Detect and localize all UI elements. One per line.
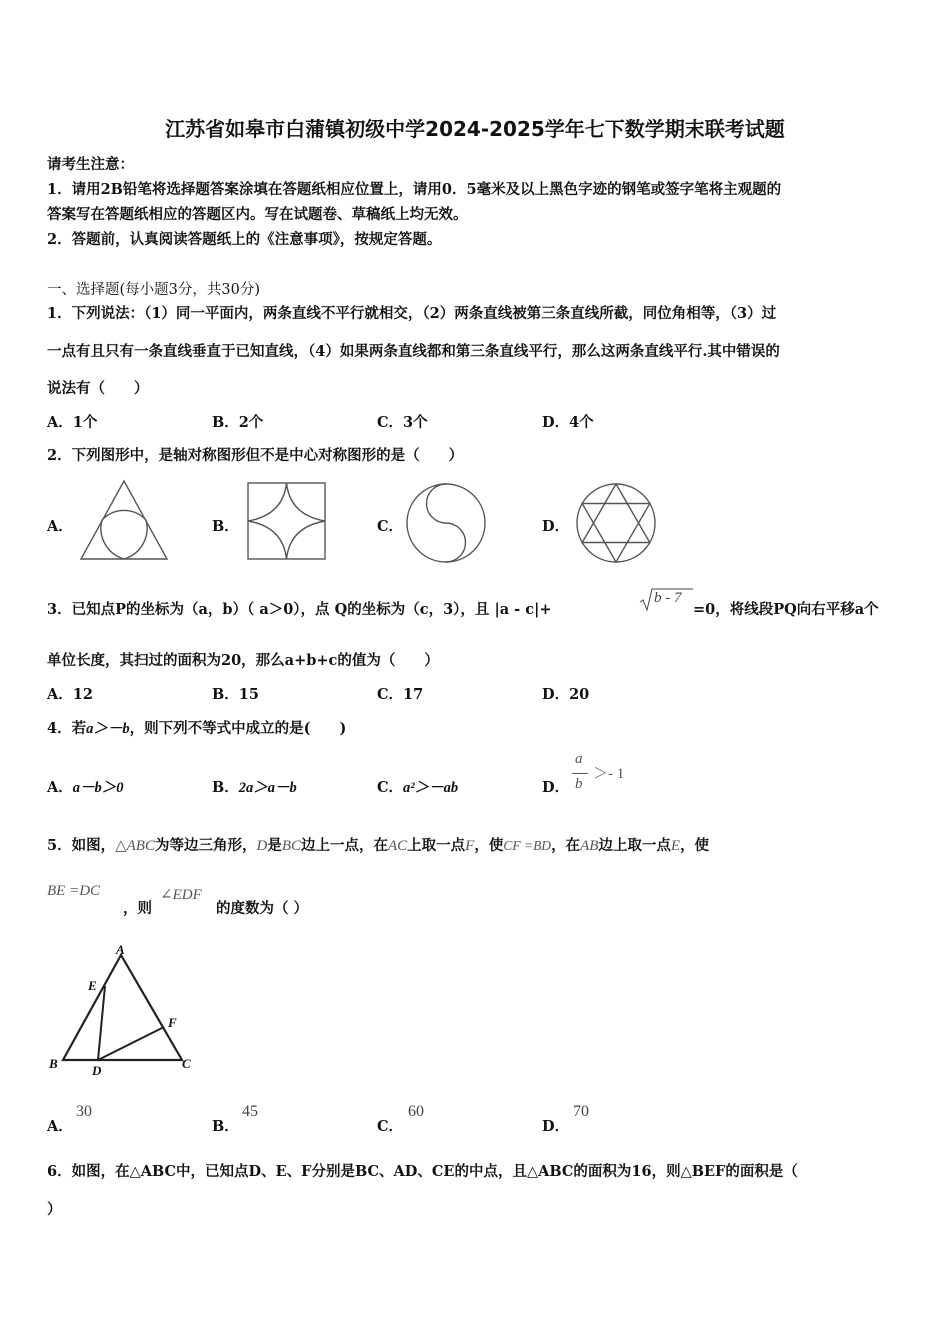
q5-option-c[interactable]: C． (377, 1118, 404, 1135)
section-heading: 一、选择题(每小题3分，共30分) (47, 282, 260, 298)
q5-option-b-value: 45 (242, 1103, 258, 1120)
q5-text-7: ，在 (551, 837, 581, 854)
q4-stem (47, 717, 346, 738)
q5-option-a[interactable]: A． (47, 1118, 73, 1135)
q5-option-c-value: 60 (408, 1103, 424, 1120)
notice-heading: 请考生注意： (47, 156, 134, 173)
q4-condition: a＞－b (86, 721, 130, 737)
q5-math-d: D (256, 838, 268, 854)
q5-text-3: 是 (267, 837, 282, 854)
q3-option-b[interactable]: B．15 (212, 686, 259, 703)
q2-figure-circle-hexagram (574, 481, 658, 565)
q4-option-b-expr: 2a＞a－b (238, 780, 297, 796)
q4-option-d-rest: ＞- 1 (593, 766, 625, 782)
q1-line-1: 1．下列说法：（1）同一平面内，两条直线不平行就相交，（2）两条直线被第三条直线所截，同位角相等，（3）过 (47, 305, 777, 322)
notice-line-1b: 答案写在答题纸相应的答题区内。写在试题卷、草稿纸上均无效。 (47, 206, 468, 223)
q5-label-c: C (182, 1056, 191, 1071)
q4-option-d-numerator: a (575, 751, 583, 767)
q5-text-11: 的度数为（ ） (216, 900, 309, 917)
notice-line-2: 2．答题前，认真阅读答题纸上的《注意事项》，按规定答题。 (47, 231, 442, 248)
q1-option-a[interactable]: A．1个 (47, 414, 98, 431)
q5-text-5: 上取一点 (407, 837, 466, 854)
notice-line-1: 1．请用2B铅笔将选择题答案涂填在答题纸相应位置上，请用0．5毫米及以上黑色字迹的钢笔或签字笔将主观题的 (47, 181, 782, 198)
q5-option-d-value: 70 (573, 1103, 589, 1120)
q4-option-a-label: A． (47, 779, 73, 796)
q5-math-e: E (670, 838, 681, 854)
q4-option-a[interactable] (47, 776, 124, 797)
q1-line-3: 说法有（ ） (47, 380, 149, 397)
q1-option-c[interactable]: C．3个 (377, 414, 428, 431)
q6-line-1: 6．如图，在△ABC中，已知点D、E、F分别是BC、AD、CE的中点，且△ABC的面积为16，则△BEF的面积是（ (47, 1163, 798, 1180)
q3-option-c[interactable]: C．17 (377, 686, 424, 703)
q5-text-1: 5．如图， (47, 837, 116, 854)
q5-label-a: A (116, 942, 125, 957)
q4-option-d-denominator: b (575, 776, 583, 792)
q3-option-d[interactable]: D．20 (542, 686, 590, 703)
q2-figure-triangle-arcs (76, 478, 172, 562)
q5-label-b: B (49, 1056, 58, 1071)
q3-option-a[interactable]: A．12 (47, 686, 93, 703)
q4-option-d[interactable]: D． (542, 779, 570, 796)
q2-stem: 2．下列图形中，是轴对称图形但不是中心对称图形的是（ ） (47, 447, 464, 464)
q5-triangle-figure (44, 940, 204, 1080)
q5-label-f: F (168, 1015, 177, 1030)
q5-text-2: 为等边三角形， (154, 837, 257, 854)
q3-sqrt-radicand: b - 7 (654, 590, 682, 606)
page-title: 江苏省如皋市白蒲镇初级中学2024-2025学年七下数学期末联考试题 (165, 117, 785, 141)
q4-stem-post: ，则下列不等式中成立的是( ) (129, 720, 347, 737)
q5-math-f: F (465, 838, 475, 854)
q2-option-b[interactable]: B． (212, 518, 239, 535)
q4-option-b[interactable] (212, 776, 297, 797)
q4-option-c-label: C． (377, 779, 404, 796)
q2-option-d[interactable]: D． (542, 518, 570, 535)
q1-option-b[interactable]: B．2个 (212, 414, 264, 431)
q5-math-abc: △ABC (115, 838, 155, 854)
q4-option-c-expr: a²＞－ab (403, 780, 459, 796)
q4-option-c[interactable] (377, 776, 458, 797)
q1-option-d[interactable]: D．4个 (542, 414, 594, 431)
q2-option-a[interactable]: A． (47, 518, 73, 535)
q5-math-ab: AB (580, 838, 599, 854)
q5-text-9: ，使 (680, 837, 710, 854)
q4-option-b-label: B． (212, 779, 239, 796)
q5-text-10: ，则 (123, 900, 152, 917)
q2-option-c[interactable]: C． (377, 518, 404, 535)
q4-stem-pre: 4．若 (47, 720, 87, 737)
q6-line-2: ） (47, 1201, 62, 1218)
q3-line-2: 单位长度，其扫过的面积为20，那么a+b+c的值为（ ） (47, 652, 439, 669)
q4-option-a-expr: a－b＞0 (72, 780, 124, 796)
q5-math-cf-bd: CF =BD (503, 838, 552, 853)
q5-label-e: E (88, 978, 97, 993)
q5-text-4: 边上一点，在 (300, 837, 388, 854)
q5-text-6: ，使 (474, 837, 504, 854)
q5-label-d: D (92, 1063, 102, 1078)
q5-math-bc: BC (281, 838, 301, 854)
q5-text-8: 边上取一点 (598, 837, 671, 854)
q3-line-1b: =0，将线段PQ向右平移a个 (693, 601, 879, 618)
q4-option-d-fraction-bar (572, 773, 588, 774)
q5-math-ac: AC (387, 838, 408, 854)
q2-figure-square-star (246, 481, 328, 561)
q1-line-2: 一点有且只有一条直线垂直于已知直线，（4）如果两条直线都和第三条直线平行，那么这两条直线平行.其中错误的 (47, 343, 780, 360)
q5-option-b[interactable]: B． (212, 1118, 239, 1135)
q5-math-be-dc: BE =DC (47, 883, 101, 899)
q2-figure-circle-scurve (404, 482, 488, 564)
q5-line-1 (47, 834, 709, 855)
q5-math-angle-edf: ∠EDF (160, 887, 202, 903)
q3-line-1a: 3．已知点P的坐标为（a，b）（ a＞0），点 Q的坐标为（c，3），且 |a - c|+ (47, 601, 552, 618)
q5-option-a-value: 30 (76, 1103, 92, 1120)
q5-option-d[interactable]: D． (542, 1118, 570, 1135)
